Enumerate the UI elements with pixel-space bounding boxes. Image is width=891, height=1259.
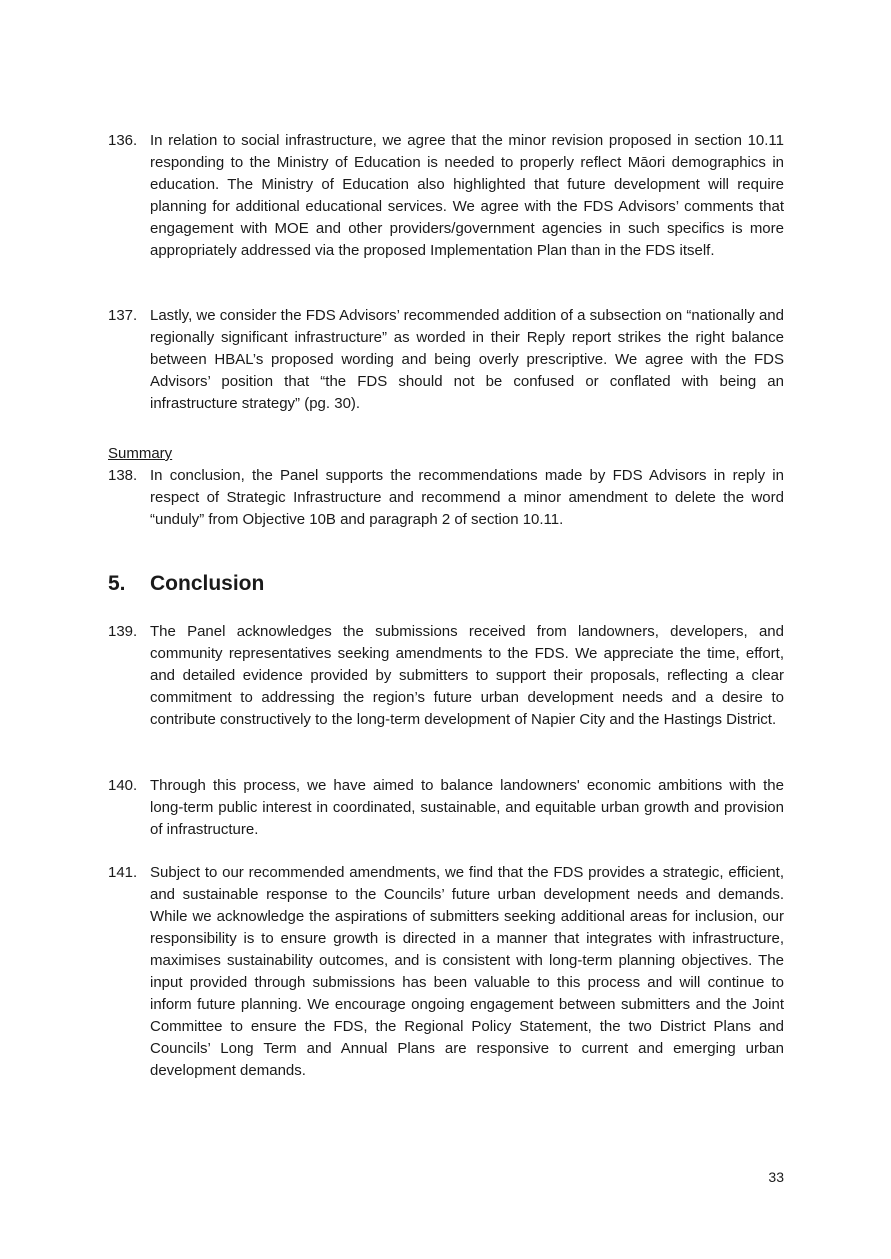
paragraph-138 bbox=[108, 465, 784, 531]
section-title: Conclusion bbox=[150, 572, 265, 595]
paragraph-number: 138. bbox=[108, 467, 138, 484]
section-heading bbox=[108, 570, 264, 598]
paragraph-text: Lastly, we consider the FDS Advisors’ recommended addition of a subsection on “nationally and regionally significant infrastructure” as worded in their Reply report strikes the right balance between HBAL’s proposed wording and being overly prescriptive. We agree with the FDS Advisors’ position that “the FDS should not be confused or conflated with being an infrastructure strategy” (pg. 30). bbox=[150, 307, 784, 412]
paragraph-text: In relation to social infrastructure, we agree that the minor revision proposed in section 10.11 responding to the Ministry of Education is needed to properly reflect Māori demographics in education. The Ministry of Education also highlighted that future development will require planning for additional educational services. We agree with the FDS Advisors’ comments that engagement with MOE and other providers/government agencies in such specifics is more appropriately addressed via the proposed Implementation Plan than in the FDS itself. bbox=[150, 132, 784, 259]
paragraph-number: 139. bbox=[108, 623, 138, 640]
paragraph-text: Subject to our recommended amendments, we find that the FDS provides a strategic, efficient, and sustainable response to the Councils’ future urban development needs and demands. While we acknowledge the aspirations of submitters seeking additional areas for inclusion, our responsibility is to ensure growth is directed in a manner that integrates with infrastructure, maximises sustainability outcomes, and is consistent with long-term planning objectives. The input provided through submissions has been valuable to this process and will continue to inform future planning. We encourage ongoing engagement between submitters and the Joint Committee to ensure the FDS, the Regional Policy Statement, the two District Plans and Councils’ Long Term and Annual Plans are responsive to current and emerging urban development demands. bbox=[150, 864, 784, 1079]
paragraph-text: Through this process, we have aimed to balance landowners' economic ambitions with the long-term public interest in coordinated, sustainable, and equitable urban growth and provision of infrastructure. bbox=[150, 777, 784, 838]
paragraph-136 bbox=[108, 130, 784, 262]
section-number: 5. bbox=[108, 572, 126, 595]
paragraph-text: In conclusion, the Panel supports the recommendations made by FDS Advisors in reply in respect of Strategic Infrastructure and recommend a minor amendment to delete the word “unduly” from Objective 10B and paragraph 2 of section 10.11. bbox=[150, 467, 784, 528]
paragraph-number: 140. bbox=[108, 777, 138, 794]
summary-heading: Summary bbox=[108, 445, 173, 462]
paragraph-number: 137. bbox=[108, 307, 138, 324]
page-number: 33 bbox=[768, 1169, 784, 1185]
paragraph-139 bbox=[108, 621, 784, 731]
paragraph-140 bbox=[108, 775, 784, 841]
paragraph-number: 136. bbox=[108, 132, 138, 149]
paragraph-text: The Panel acknowledges the submissions received from landowners, developers, and community representatives seeking amendments to the FDS. We appreciate the time, effort, and detailed evidence provided by submitters to support their proposals, reflecting a clear commitment to addressing the region’s future urban development needs and a desire to contribute constructively to the long-term development of Napier City and the Hastings District. bbox=[150, 623, 784, 728]
paragraph-137 bbox=[108, 305, 784, 415]
paragraph-141 bbox=[108, 862, 784, 1082]
paragraph-number: 141. bbox=[108, 864, 138, 881]
